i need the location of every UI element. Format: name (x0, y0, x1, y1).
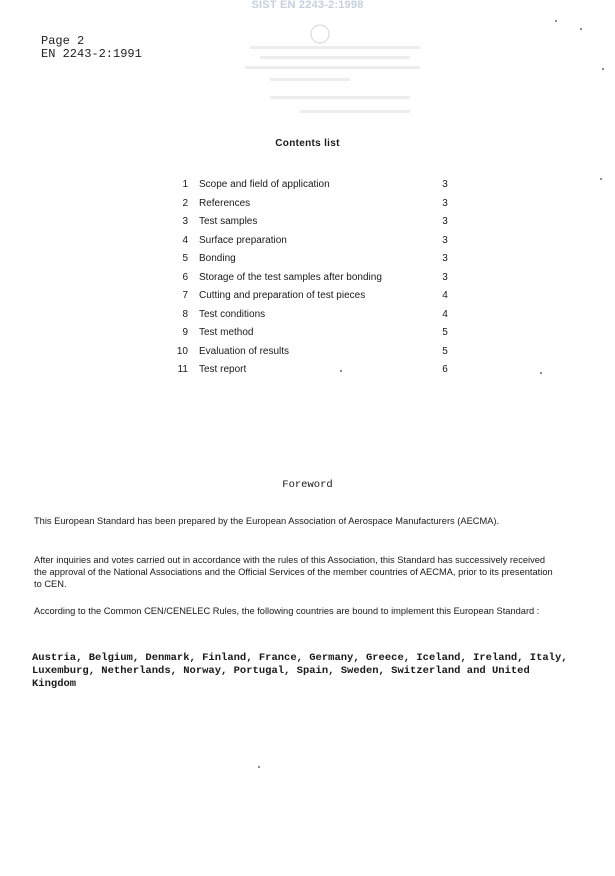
toc-label: Test method (199, 327, 254, 338)
toc-number: 1 (182, 179, 188, 190)
scan-speck (540, 372, 542, 374)
toc-row (170, 250, 460, 269)
toc-row (170, 176, 460, 195)
toc-label: Bonding (199, 253, 236, 264)
toc-number: 5 (182, 253, 188, 264)
toc-label: Test conditions (199, 308, 266, 320)
foreword-paragraph-2: After inquiries and votes carried out in accordance with the rules of this Association, this Standard has successively received the approval of the National Associations and the Official Services of the member countries of AECMA, prior to its presentation to CEN. (34, 555, 553, 589)
toc-row (170, 361, 460, 380)
toc-label: Evaluation of results (199, 345, 290, 357)
watermark: SIST EN 2243-2:1998 (251, 0, 364, 11)
toc-number: 6 (182, 271, 188, 283)
scan-speck (600, 178, 602, 180)
toc-label: Test report (199, 364, 247, 375)
foreword-paragraph-3: According to the Common CEN/CENELEC Rules, the following countries are bound to implement this European Standard : (34, 606, 540, 616)
toc-row (170, 213, 460, 232)
toc-number: 10 (176, 345, 188, 357)
countries-list: Austria, Belgium, Denmark, Finland, France, Germany, Greece, Iceland, Ireland, Italy, Luxemburg, Netherlands, Norway, Portugal, Spain, Sweden, Switzerland and United Kingdom (32, 652, 568, 690)
page-number: Page 2 (41, 34, 85, 48)
scan-speck (602, 68, 604, 70)
toc-number: 4 (182, 234, 188, 246)
toc-page: 3 (442, 216, 448, 227)
toc-label: Cutting and preparation of test pieces (199, 290, 366, 301)
toc-row (170, 269, 460, 288)
page-header (41, 35, 142, 61)
toc-row (170, 287, 460, 306)
toc-label: Storage of the test samples after bonding (199, 271, 382, 283)
toc-number: 9 (182, 327, 188, 338)
toc-label: Test samples (199, 216, 258, 227)
toc-label: Scope and field of application (199, 179, 330, 190)
stamp-seal-icon (240, 22, 420, 122)
toc-number: 3 (182, 216, 188, 227)
toc-page: 3 (442, 253, 448, 264)
toc-page: 3 (442, 197, 448, 209)
toc-row (170, 306, 460, 325)
toc-page: 4 (442, 290, 448, 301)
contents-title: Contents list (275, 138, 340, 149)
contents-list (170, 176, 460, 380)
scan-speck (580, 28, 582, 30)
standard-number: EN 2243-2:1991 (41, 47, 142, 61)
toc-number: 7 (182, 290, 188, 301)
faint-stamp (240, 22, 420, 122)
toc-page: 3 (442, 179, 448, 190)
foreword-paragraph-1: This European Standard has been prepared by the European Association of Aerospace Manufacturers (AECMA). (34, 516, 500, 526)
toc-row (170, 195, 460, 214)
toc-page: 5 (442, 327, 448, 338)
toc-page: 4 (442, 308, 448, 320)
toc-page: 5 (442, 345, 448, 357)
toc-number: 2 (182, 197, 188, 209)
scan-speck (258, 766, 260, 768)
toc-page: 6 (442, 364, 448, 375)
scan-speck (340, 370, 342, 372)
scan-speck (555, 20, 557, 22)
toc-row (170, 324, 460, 343)
toc-page: 3 (442, 271, 448, 283)
toc-row (170, 343, 460, 362)
toc-number: 11 (177, 364, 188, 375)
foreword-title: Foreword (282, 479, 333, 491)
toc-label: References (199, 197, 251, 209)
toc-row (170, 232, 460, 251)
toc-number: 8 (182, 308, 188, 320)
toc-label: Surface preparation (199, 234, 287, 246)
toc-page: 3 (442, 234, 448, 246)
